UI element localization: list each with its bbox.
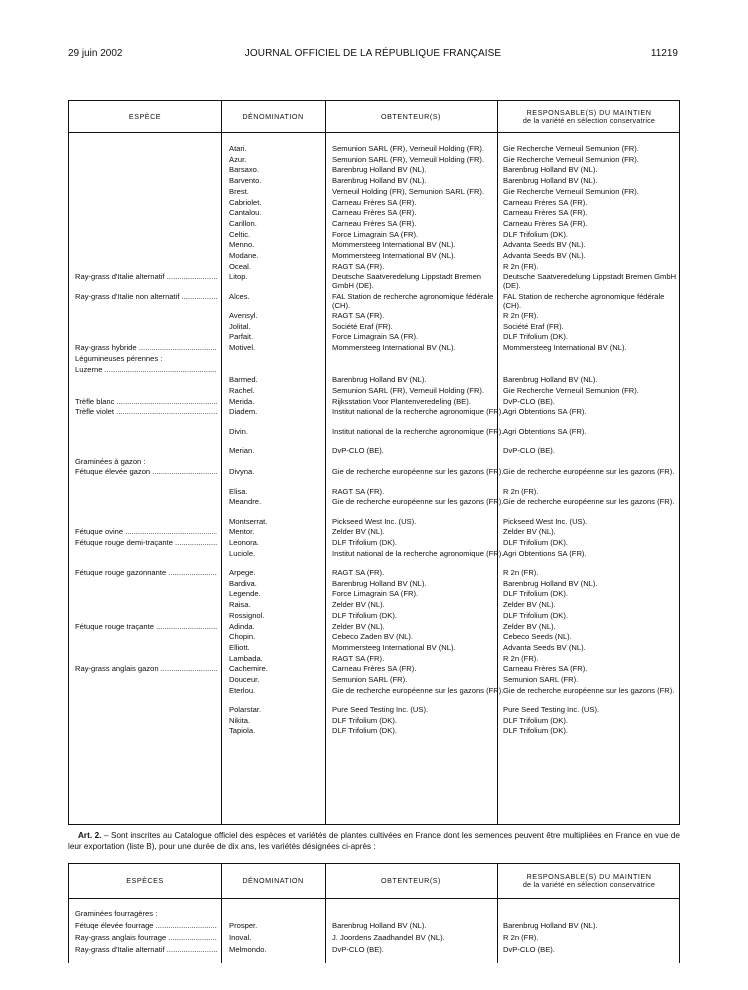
responsable-cell: Agri Obtentions SA (FR). <box>503 548 587 558</box>
obtenteur-cell: Force Limagrain SA (FR). <box>332 229 419 239</box>
responsable-cell: DLF Trifolium (DK). <box>503 726 568 736</box>
header-divider <box>69 132 679 133</box>
obtenteur-cell: Institut national de la recherche agronomique (FR). <box>332 407 504 417</box>
denomination-cell: Lambada. <box>229 653 263 663</box>
obtenteur-cell: DLF Trifolium (DK). <box>332 726 397 736</box>
denomination-cell: Divyna. <box>229 467 255 477</box>
denomination-cell: Eterlou. <box>229 685 256 695</box>
denomination-cell: Diadem. <box>229 407 258 417</box>
responsable-cell: Gie de recherche européenne sur les gazons (FR). <box>503 685 675 695</box>
obtenteur-cell: RAGT SA (FR). <box>332 486 385 496</box>
responsable-cell: Gie Recherche Verneuil Semunion (FR). <box>503 144 639 153</box>
denomination-cell: Celtic. <box>229 229 251 239</box>
denomination-cell: Tapiola. <box>229 726 256 736</box>
obtenteur-cell: Semunion SARL (FR), Verneuil Holding (FR). <box>332 144 485 153</box>
responsable-cell: Carneau Frères SA (FR). <box>503 208 588 218</box>
obtenteur-cell: RAGT SA (FR). <box>332 261 385 271</box>
denomination-cell: Motivel. <box>229 343 256 353</box>
denomination-cell: Rachel. <box>229 385 255 395</box>
denomination-cell: Montserrat. <box>229 516 268 526</box>
species-cell: Ray-grass d'Italie alternatif ..... <box>75 272 217 281</box>
obtenteur-cell: J. Joordens Zaadhandel BV (NL). <box>332 932 445 942</box>
varieties-table <box>68 100 680 825</box>
denomination-cell: Brest. <box>229 186 249 196</box>
obtenteur-cell: DLF Trifolium (DK). <box>332 610 397 620</box>
denomination-cell: Alces. <box>229 291 250 301</box>
column-header-responsables-line1: RESPONSABLE(S) DU MAINTIEN <box>526 872 652 881</box>
responsable-cell: Advanta Seeds BV (NL). <box>503 642 586 652</box>
responsable-cell: R 2n (FR). <box>503 653 539 663</box>
responsable-cell: R 2n (FR). <box>503 486 539 496</box>
species-cell: Fétuque rouge demi-traçante ..... <box>75 538 217 547</box>
denomination-cell: Carillon. <box>229 218 257 228</box>
species-cell: Fétuque ovine ..... <box>75 527 217 536</box>
obtenteur-cell: Pickseed West Inc. (US). <box>332 516 417 526</box>
header-title: JOURNAL OFFICIEL DE LA RÉPUBLIQUE FRANÇAISE <box>244 48 502 59</box>
obtenteur-cell: Zelder BV (NL). <box>332 527 385 537</box>
responsable-cell: DLF Trifolium (DK). <box>503 589 568 599</box>
responsable-cell: Advanta Seeds BV (NL). <box>503 251 586 260</box>
obtenteur-cell: Institut national de la recherche agronomique (FR). <box>332 426 504 436</box>
column-header-denomination: DÉNOMINATION <box>242 112 304 121</box>
export-varieties-table <box>68 863 680 963</box>
obtenteur-cell: Mommersteeg International BV (NL). <box>332 251 456 260</box>
obtenteur-cell: Pure Seed Testing Inc. (US). <box>332 705 429 714</box>
responsable-cell: Gie de recherche européenne sur les gazons (FR). <box>503 467 675 477</box>
page-header <box>68 48 678 62</box>
species-cell: Ray-grass hybride ..... <box>75 343 217 352</box>
responsable-cell: R 2n (FR). <box>503 932 539 942</box>
denomination-cell: Chopin. <box>229 632 256 642</box>
denomination-cell: Raisa. <box>229 600 251 610</box>
column-header-obtenteurs: OBTENTEUR(S) <box>381 112 441 121</box>
denomination-cell: Barsaxo. <box>229 165 259 175</box>
species-cell: Ray-grass anglais fourrage ..... <box>75 933 217 942</box>
responsable-cell: Barenbrug Holland BV (NL). <box>503 578 598 588</box>
denomination-cell: Cabriolet. <box>229 197 262 207</box>
obtenteur-cell: Force Limagrain SA (FR). <box>332 589 419 599</box>
denomination-cell: Modane. <box>229 251 259 260</box>
obtenteur-cell: Force Limagrain SA (FR). <box>332 332 419 342</box>
denomination-cell: Atari. <box>229 144 247 153</box>
obtenteur-cell: Zelder BV (NL). <box>332 600 385 610</box>
obtenteur-cell: Semunion SARL (FR), Verneuil Holding (FR). <box>332 154 485 164</box>
denomination-cell: Inoval. <box>229 932 252 942</box>
responsable-cell: R 2n (FR). <box>503 568 539 577</box>
species-cell: Trèfle blanc ..... <box>75 397 217 406</box>
responsable-cell: Zelder BV (NL). <box>503 527 556 537</box>
denomination-cell: Adinda. <box>229 621 255 631</box>
species-cell: Légumineuses pérennes : <box>75 353 163 363</box>
denomination-cell: Cachemire. <box>229 664 268 674</box>
denomination-cell: Barmed. <box>229 375 258 385</box>
article-2 <box>68 830 680 852</box>
article-2-label: Art. 2. <box>78 831 102 840</box>
denomination-cell: Luciole. <box>229 548 256 558</box>
responsable-cell: Société Eraf (FR). <box>503 321 564 331</box>
species-cell: Fétuque rouge gazonnante ..... <box>75 568 217 577</box>
responsable-cell: Barenbrug Holland BV (NL). <box>503 920 598 930</box>
obtenteur-cell: Verneuil Holding (FR), Semunion SARL (FR). <box>332 186 485 196</box>
responsable-cell: DvP-CLO (BE). <box>503 396 555 406</box>
responsable-cell: R 2n (FR). <box>503 261 539 271</box>
responsable-cell: Carneau Frères SA (FR). <box>503 664 588 674</box>
column-header-obtenteurs: OBTENTEUR(S) <box>381 876 441 885</box>
page-number: 11219 <box>650 48 678 59</box>
denomination-cell: Merida. <box>229 396 255 406</box>
obtenteur-cell: Cebeco Zaden BV (NL). <box>332 632 414 642</box>
obtenteur-cell: Barenbrug Holland BV (NL). <box>332 165 427 175</box>
denomination-cell: Legende. <box>229 589 261 599</box>
responsable-cell: Advanta Seeds BV (NL). <box>503 240 586 250</box>
responsable-cell: Barenbrug Holland BV (NL). <box>503 375 598 385</box>
responsable-cell: Cebeco Seeds (NL). <box>503 632 572 642</box>
responsable-cell: Gie Recherche Verneuil Semunion (FR). <box>503 385 639 395</box>
obtenteur-cell: Barenbrug Holland BV (NL). <box>332 578 427 588</box>
column-header-denomination: DÉNOMINATION <box>242 876 304 885</box>
responsable-cell: Semunion SARL (FR). <box>503 675 579 684</box>
denomination-cell: Bardiva. <box>229 578 257 588</box>
responsable-cell: DLF Trifolium (DK). <box>503 538 568 547</box>
responsable-cell: FAL Station de recherche agronomique fédérale (CH). <box>503 291 665 310</box>
obtenteur-cell: Carneau Frères SA (FR). <box>332 664 417 674</box>
obtenteur-cell: DLF Trifolium (DK). <box>332 715 397 725</box>
responsable-cell: DvP-CLO (BE). <box>503 445 555 455</box>
column-header-especes: ESPÈCES <box>126 876 164 885</box>
obtenteur-cell: FAL Station de recherche agronomique fédérale (CH). <box>332 291 494 310</box>
responsable-cell: DLF Trifolium (DK). <box>503 715 568 725</box>
column-divider <box>221 101 222 824</box>
obtenteur-cell: Gie de recherche européenne sur les gazons (FR). <box>332 685 504 695</box>
denomination-cell: Litop. <box>229 272 248 282</box>
denomination-cell: Barvento. <box>229 176 262 186</box>
denomination-cell: Rossignol. <box>229 610 265 620</box>
obtenteur-cell: RAGT SA (FR). <box>332 653 385 663</box>
species-cell: Fétuque élevée gazon ..... <box>75 467 217 476</box>
obtenteur-cell: Carneau Frères SA (FR). <box>332 218 417 228</box>
denomination-cell: Meandre. <box>229 497 262 507</box>
article-2-text: – Sont inscrites au Catalogue officiel des espèces et variétés de plantes cultivées en France dont les semences peuvent être multipliées en France en vue de leur exportation (liste B), pour une durée de dix ans, les variétés désignées ci-après : <box>68 831 680 851</box>
denomination-cell: Jolital. <box>229 321 251 331</box>
responsable-cell: DLF Trifolium (DK). <box>503 229 568 239</box>
obtenteur-cell: Mommersteeg International BV (NL). <box>332 343 456 353</box>
obtenteur-cell: RAGT SA (FR). <box>332 311 385 320</box>
species-cell: Fétuque rouge traçante ..... <box>75 622 217 631</box>
responsable-cell: DvP-CLO (BE). <box>503 944 555 954</box>
column-header-responsables-line1: RESPONSABLE(S) DU MAINTIEN <box>526 108 652 117</box>
denomination-cell: Oceal. <box>229 261 251 271</box>
obtenteur-cell: Carneau Frères SA (FR). <box>332 208 417 218</box>
responsable-cell: Zelder BV (NL). <box>503 621 556 631</box>
responsable-cell: Zelder BV (NL). <box>503 600 556 610</box>
species-cell: Ray-grass d'Italie alternatif ..... <box>75 945 217 954</box>
obtenteur-cell: Barenbrug Holland BV (NL). <box>332 176 427 186</box>
header-date: 29 juin 2002 <box>68 48 123 59</box>
column-header-responsables-line2: de la variété en sélection conservatrice <box>522 880 656 889</box>
column-header-responsables <box>497 873 681 889</box>
obtenteur-cell: Barenbrug Holland BV (NL). <box>332 375 427 385</box>
responsable-cell: Agri Obtentions SA (FR). <box>503 426 587 436</box>
obtenteur-cell: DvP-CLO (BE). <box>332 445 384 455</box>
denomination-cell: Nikita. <box>229 715 251 725</box>
responsable-cell: Mommersteeg International BV (NL). <box>503 343 627 353</box>
denomination-cell: Elisa. <box>229 486 248 496</box>
responsable-cell: Barenbrug Holland BV (NL). <box>503 165 598 175</box>
obtenteur-cell: Semunion SARL (FR), Verneuil Holding (FR). <box>332 385 485 395</box>
obtenteur-cell: RAGT SA (FR). <box>332 568 385 577</box>
denomination-cell: Avensyl. <box>229 311 258 320</box>
responsable-cell: Pure Seed Testing Inc. (US). <box>503 705 600 714</box>
header-divider <box>69 898 679 899</box>
obtenteur-cell: Gie de recherche européenne sur les gazons (FR). <box>332 497 504 507</box>
column-header-responsables-line2: de la variété en sélection conservatrice <box>522 116 656 125</box>
responsable-cell: DLF Trifolium (DK). <box>503 332 568 342</box>
species-cell: Graminées fourragères : <box>75 909 158 918</box>
column-header-espece: ESPÈCE <box>128 112 162 121</box>
column-divider <box>325 101 326 824</box>
responsable-cell: Pickseed West Inc. (US). <box>503 516 588 526</box>
obtenteur-cell: Zelder BV (NL). <box>332 621 385 631</box>
denomination-cell: Elliott. <box>229 642 250 652</box>
species-cell: Trèfle violet ..... <box>75 407 217 416</box>
denomination-cell: Melmondo. <box>229 944 267 954</box>
responsable-cell: DLF Trifolium (DK). <box>503 610 568 620</box>
denomination-cell: Cantalou. <box>229 208 262 218</box>
denomination-cell: Prosper. <box>229 920 258 930</box>
obtenteur-cell: Société Eraf (FR). <box>332 321 393 331</box>
responsable-cell: Barenbrug Holland BV (NL). <box>503 176 598 186</box>
obtenteur-cell: Rijksstation Voor Plantenveredeling (BE). <box>332 396 471 406</box>
obtenteur-cell: Deutsche Saatveredelung Lippstadt Bremen GmbH (DE). <box>332 272 482 291</box>
responsable-cell: Carneau Frères SA (FR). <box>503 197 588 207</box>
obtenteur-cell: DvP-CLO (BE). <box>332 944 384 954</box>
species-cell: Ray-grass anglais gazon ..... <box>75 664 217 673</box>
denomination-cell: Menno. <box>229 240 255 250</box>
obtenteur-cell: Institut national de la recherche agronomique (FR). <box>332 548 504 558</box>
responsable-cell: Agri Obtentions SA (FR). <box>503 407 587 417</box>
species-cell: Fétuqe élevée fourrage ..... <box>75 921 217 930</box>
denomination-cell: Merian. <box>229 445 255 455</box>
column-header-responsables <box>497 109 681 125</box>
denomination-cell: Parfait. <box>229 332 254 342</box>
responsable-cell: Deutsche Saatveredelung Lippstadt Bremen GmbH (DE). <box>503 272 677 291</box>
obtenteur-cell: Carneau Frères SA (FR). <box>332 197 417 207</box>
species-cell: Graminées à gazon : <box>75 456 146 466</box>
obtenteur-cell: Semunion SARL (FR). <box>332 675 408 684</box>
responsable-cell: Gie de recherche européenne sur les gazons (FR). <box>503 497 675 507</box>
obtenteur-cell: Gie de recherche européenne sur les gazons (FR). <box>332 467 504 477</box>
denomination-cell: Divin. <box>229 426 248 436</box>
obtenteur-cell: DLF Trifolium (DK). <box>332 538 397 547</box>
responsable-cell: Carneau Frères SA (FR). <box>503 218 588 228</box>
denomination-cell: Azur. <box>229 154 247 164</box>
responsable-cell: Gie Recherche Verneuil Semunion (FR). <box>503 186 639 196</box>
denomination-cell: Arpege. <box>229 568 256 577</box>
responsable-cell: Gie Recherche Verneuil Semunion (FR). <box>503 154 639 164</box>
species-cell: Ray-grass d'Italie non alternatif ..... <box>75 292 217 301</box>
species-cell: Luzerne ..... <box>75 365 217 374</box>
obtenteur-cell: Mommersteeg International BV (NL). <box>332 642 456 652</box>
obtenteur-cell: Barenbrug Holland BV (NL). <box>332 920 427 930</box>
denomination-cell: Leonora. <box>229 538 259 547</box>
denomination-cell: Mentor. <box>229 527 255 537</box>
responsable-cell: R 2n (FR). <box>503 311 539 320</box>
denomination-cell: Douceur. <box>229 675 260 684</box>
denomination-cell: Polarstar. <box>229 705 262 714</box>
obtenteur-cell: Mommersteeg International BV (NL). <box>332 240 456 250</box>
